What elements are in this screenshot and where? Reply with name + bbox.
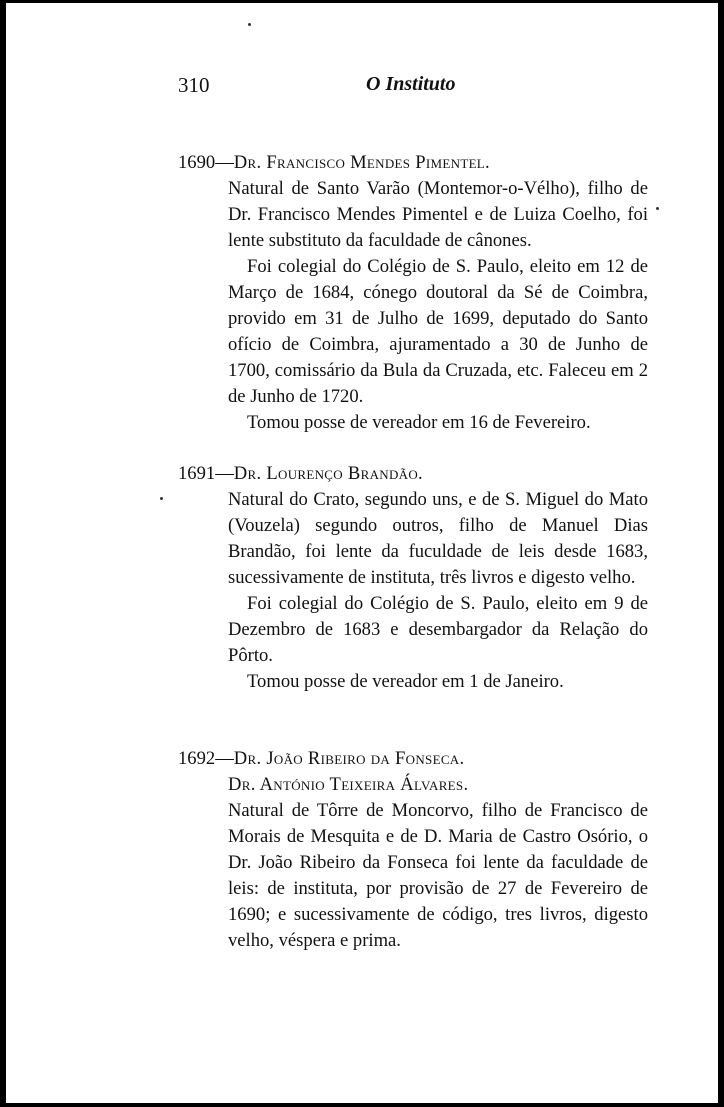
entry-heading [178, 746, 648, 772]
entry-1692 [178, 746, 648, 954]
entry-name: Dr. João Ribeiro da Fonseca. [233, 748, 465, 769]
entry-name: Dr. Francisco Mendes Pimentel. [233, 152, 491, 173]
entry-1691 [178, 461, 648, 695]
entry-separator: — [215, 463, 234, 484]
paragraph: Natural de Santo Varão (Montemor-o-Vélho), filho de Dr. Francisco Mendes Pimentel e de Luiza Coelho, foi lente substituto da faculdade de cânones. [228, 178, 648, 251]
entry-heading [178, 150, 648, 176]
running-title: O Instituto [366, 73, 456, 95]
paragraph: Tomou posse de vereador em 1 de Janeiro. [247, 671, 564, 692]
scan-speck [160, 497, 163, 500]
scan-speck [656, 207, 659, 210]
running-head [178, 73, 458, 101]
entry-year: 1691 [178, 463, 216, 484]
entry-name: Dr. Lourenço Brandão. [233, 463, 423, 484]
entry-year: 1690 [178, 152, 216, 173]
entry-year: 1692 [178, 748, 216, 769]
entry-separator: — [215, 748, 234, 769]
page-number: 310 [178, 73, 210, 97]
scan-speck [248, 23, 251, 26]
paragraph: Tomou posse de vereador em 16 de Fevereiro. [247, 412, 591, 433]
paragraph: Natural do Crato, segundo uns, e de S. Miguel do Mato (Vouzela) segundo outros, filho de Manuel Dias Brandão, foi lente da fuculdade de leis desde 1683, sucessivamente de instituta, três livros e digesto velho. [228, 489, 648, 588]
paragraph: Natural de Tôrre de Moncorvo, filho de Francisco de Morais de Mesquita e de D. Maria de Castro Osório, o Dr. João Ribeiro da Fonseca foi lente da faculdade de leis: de instituta, por provisão de 27 de Fevereiro de 1690; e sucessivamente de código, tres livros, digesto velho, véspera e prima. [228, 800, 648, 951]
entry-separator: — [215, 152, 234, 173]
entry-heading [178, 461, 648, 487]
entry-second-name: Dr. António Teixeira Álvares. [228, 774, 469, 795]
entry-1690 [178, 150, 648, 436]
paragraph: Foi colegial do Colégio de S. Paulo, eleito em 9 de Dezembro de 1683 e desembargador da Relação do Pôrto. [228, 593, 648, 666]
paragraph: Foi colegial do Colégio de S. Paulo, eleito em 12 de Março de 1684, cónego doutoral da Sé de Coimbra, provido em 31 de Julho de 1699, deputado do Santo ofício de Coimbra, ajuramentado a 30 de Junho de 1700, comissário da Bula da Cruzada, etc. Faleceu em 2 de Junho de 1720. [228, 256, 648, 407]
